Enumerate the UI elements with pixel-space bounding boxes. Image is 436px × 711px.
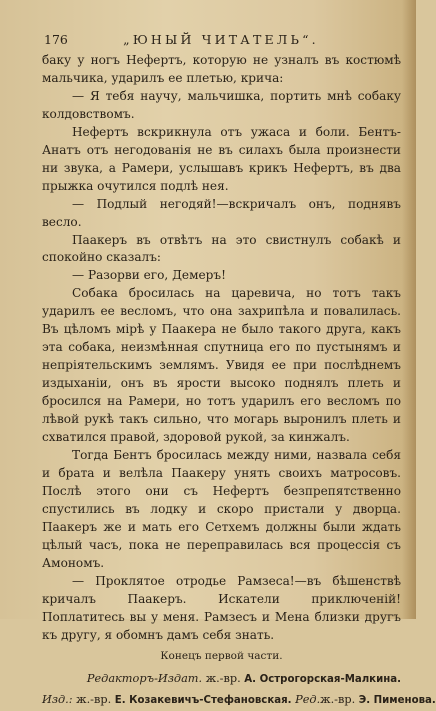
journal-title: „ЮНЫЙ ЧИТАТЕЛЬ“. xyxy=(123,32,319,47)
paragraph: Собака бросилась на царевича, но тотъ такъ ударилъ ее весломъ, что она захрипѣла и повалилась. Въ цѣломъ мірѣ у Паакера не было такого друга, какъ эта собака, неизмѣнная спутница его по пустынямъ и непріятельскимъ землямъ. Увидя ее при послѣднемъ издыханіи, онъ въ ярости высоко поднялъ плеть и бросился на Рамери, но тотъ ударилъ его весломъ по лѣвой рукѣ такъ сильно, что могарь выронилъ плеть и схватился правой, здоровой рукой, за кинжалъ. xyxy=(42,286,401,445)
editor-role: Редакторъ-Издат. xyxy=(86,672,203,686)
publisher-name: Е. Козакевичъ-Стефановская. xyxy=(114,695,292,707)
paragraph: Нефертъ вскрикнула отъ ужаса и боли. Бентъ-Анатъ отъ негодованія не въ силахъ была произнести ни звука, а Рамери, услышавъ крикъ Нефертъ, въ два прыжка очутился подлѣ нея. xyxy=(42,124,401,193)
credits-line-publishers xyxy=(42,690,436,711)
editor-name: А. Острогорская-Малкина. xyxy=(244,674,401,686)
redactor-prefix: ж.-вр. xyxy=(320,693,356,707)
paragraph: Паакеръ въ отвѣтъ на это свистнулъ собакѣ и спокойно сказалъ: xyxy=(42,232,401,265)
redactor-name: Э. Пименова. xyxy=(358,695,436,707)
paragraph: Тогда Бентъ бросилась между ними, назвала себя и брата и велѣла Паакеру унять своихъ матросовъ. Послѣ этого они съ Нефертъ безпрепятственно спустились въ лодку и скоро пристали у дворца. Паакеръ же и мать его Сетхемъ должны были ждать цѣлый часъ, пока не переправилась вся процессія съ Амономъ. xyxy=(42,447,401,570)
publisher-role: Изд.: xyxy=(42,693,73,707)
paragraph: — Я тебя научу, мальчишка, портить мнѣ собаку колдовствомъ. xyxy=(42,88,401,121)
paragraph: — Проклятое отродье Рамзеса!—въ бѣшенствѣ кричалъ Паакеръ. Искатели приключеній! Поплатитесь вы у меня. Рамзесъ и Мена близки другъ къ другу, я обомнъ дамъ себя знать. xyxy=(42,573,401,642)
page-number: 176 xyxy=(44,32,68,47)
running-header xyxy=(44,32,398,50)
end-of-part-note: Конецъ первой части. xyxy=(160,650,283,663)
credits-line-editor xyxy=(42,669,401,690)
paragraph: — Разорви его, Демеръ! xyxy=(72,268,226,283)
publisher-prefix: ж.-вр. xyxy=(76,693,112,707)
credits xyxy=(42,669,436,711)
page-edge-shadow xyxy=(402,0,416,619)
paragraph: баку у ногъ Нефертъ, которую не узналъ въ костюмѣ мальчика, ударилъ ее плетью, крича: xyxy=(42,53,401,85)
redactor-role: Ред. xyxy=(295,693,321,707)
editor-prefix: ж.-вр. xyxy=(205,672,241,686)
page-body xyxy=(42,52,436,711)
paragraph: — Подлый негодяй!—вскричалъ онъ, поднявъ весло. xyxy=(42,196,401,229)
